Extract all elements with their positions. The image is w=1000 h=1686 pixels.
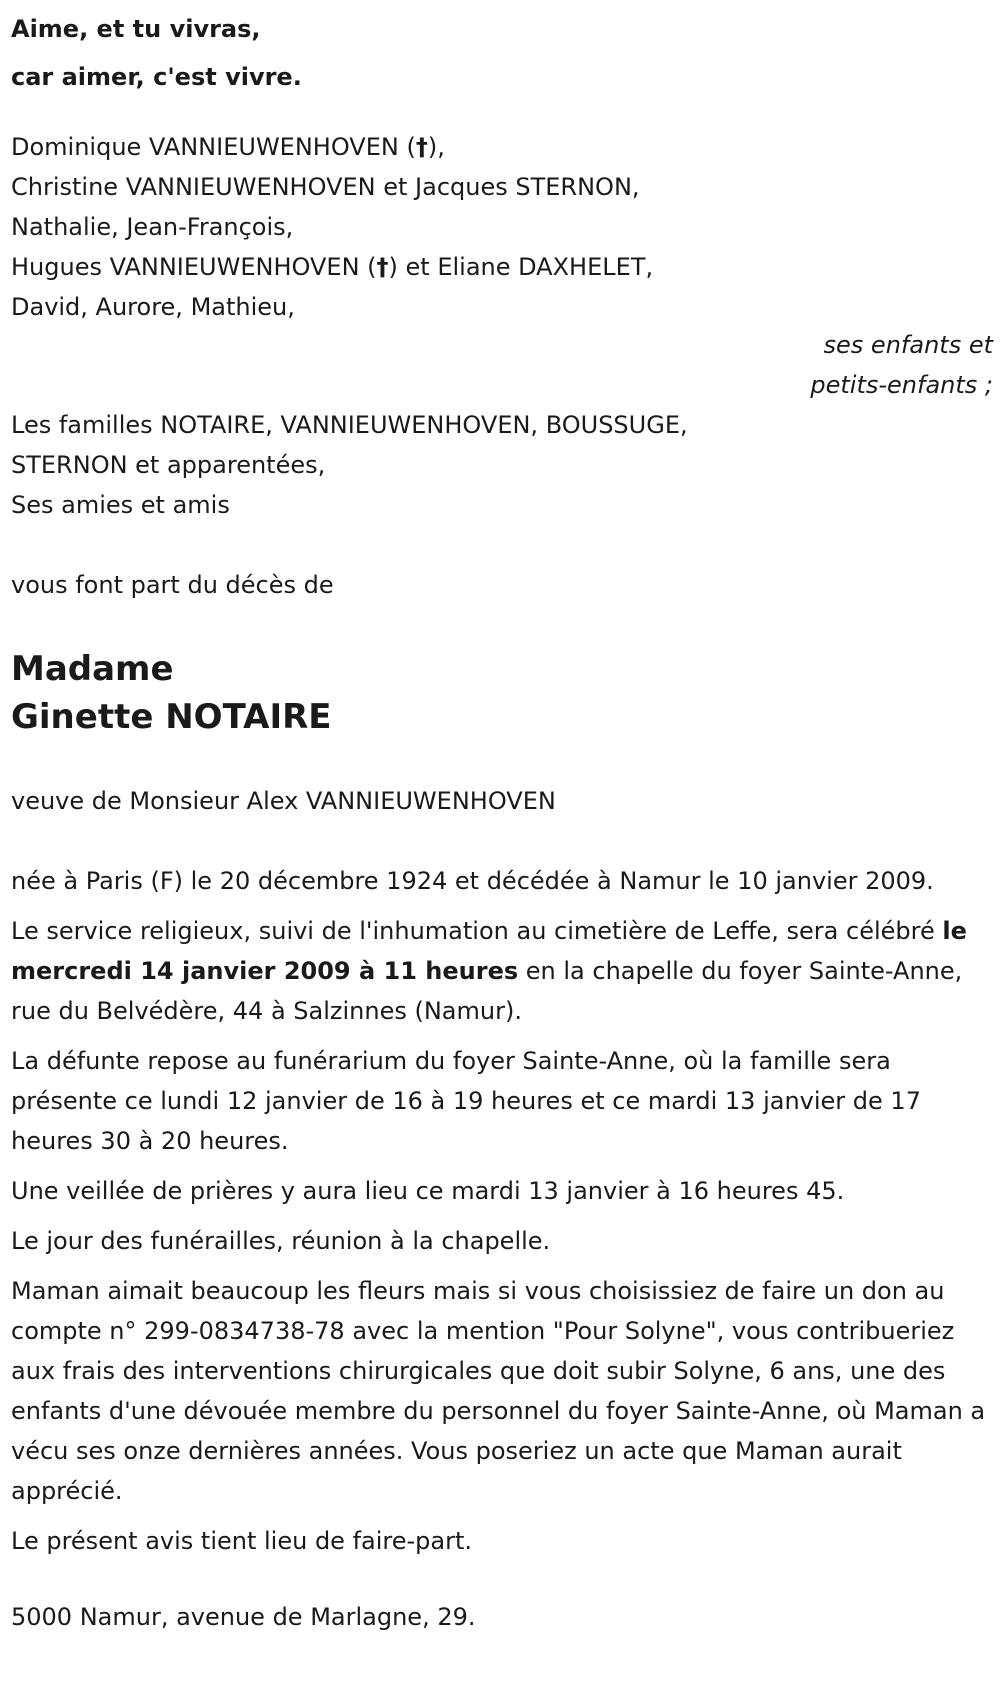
family-line-1 <box>11 127 991 167</box>
family-line-4 <box>11 247 991 287</box>
family-list <box>11 127 991 327</box>
epigraph-line-2: car aimer, c'est vivre. <box>11 63 302 91</box>
deceased-name <box>11 645 991 741</box>
family-line-3: Nathalie, Jean-François, <box>11 213 294 241</box>
meeting: Le jour des funérailles, réunion à la chapelle. <box>11 1227 551 1255</box>
deceased-title: Madame <box>11 649 174 689</box>
dagger-icon: † <box>415 133 428 161</box>
donation: Maman aimait beaucoup les fleurs mais si vous choisissiez de faire un don au compte n° 299-0834738-78 avec la mention "Pour Solyne", vous contribueriez aux frais des interventions chirurgicales que doit subir Solyne, 6 ans, une des enfants d'une dévouée membre du personnel du foyer Sainte-Anne, où Maman a vécu ses onze dernières années. Vous poseriez un acte que Maman aurait apprécié. <box>11 1277 986 1505</box>
dagger-icon: † <box>376 253 389 281</box>
family-line-4-end: ) et Eliane DAXHELET, <box>388 253 654 281</box>
family-line-2: Christine VANNIEUWENHOVEN et Jacques STERNON, <box>11 173 640 201</box>
relatives-line-1: Les familles NOTAIRE, VANNIEUWENHOVEN, BOUSSUGE, <box>11 411 688 439</box>
family-line-1-text: Dominique VANNIEUWENHOVEN ( <box>11 133 416 161</box>
relatives-line-2: STERNON et apparentées, <box>11 451 326 479</box>
announcement: vous font part du décès de <box>11 571 334 599</box>
service-details <box>11 911 991 1031</box>
birth-death: née à Paris (F) le 20 décembre 1924 et décédée à Namur le 10 janvier 2009. <box>11 867 934 895</box>
notice: Le présent avis tient lieu de faire-part. <box>11 1527 473 1555</box>
visitation: La défunte repose au funérarium du foyer Sainte-Anne, où la famille sera présente ce lundi 12 janvier de 16 à 19 heures et ce mardi 13 janvier de 17 heures 30 à 20 heures. <box>11 1047 921 1155</box>
vigil: Une veillée de prières y aura lieu ce mardi 13 janvier à 16 heures 45. <box>11 1177 845 1205</box>
family-role-line-1: ses enfants et <box>823 331 993 359</box>
epigraph-line-1: Aime, et tu vivras, <box>11 15 261 43</box>
epigraph <box>11 5 991 101</box>
address: 5000 Namur, avenue de Marlagne, 29. <box>11 1603 476 1631</box>
family-line-5: David, Aurore, Mathieu, <box>11 293 295 321</box>
relatives-list <box>11 405 991 525</box>
relatives-line-3: Ses amies et amis <box>11 491 230 519</box>
deceased-fullname: Ginette NOTAIRE <box>11 697 332 737</box>
family-role-line-2: petits-enfants ; <box>810 371 993 399</box>
family-line-4-text: Hugues VANNIEUWENHOVEN ( <box>11 253 377 281</box>
service-text-after: en la chapelle du foyer Sainte-Anne, rue du Belvédère, 44 à Salzinnes (Namur). <box>11 957 963 1025</box>
obituary-content <box>11 5 991 1637</box>
widow-of: veuve de Monsieur Alex VANNIEUWENHOVEN <box>11 787 556 815</box>
service-date: le mercredi 14 janvier 2009 à 11 heures <box>11 917 967 985</box>
family-role <box>11 325 993 405</box>
family-line-1-end: ), <box>427 133 445 161</box>
service-text-before: Le service religieux, suivi de l'inhumation au cimetière de Leffe, sera célébré <box>11 917 943 945</box>
